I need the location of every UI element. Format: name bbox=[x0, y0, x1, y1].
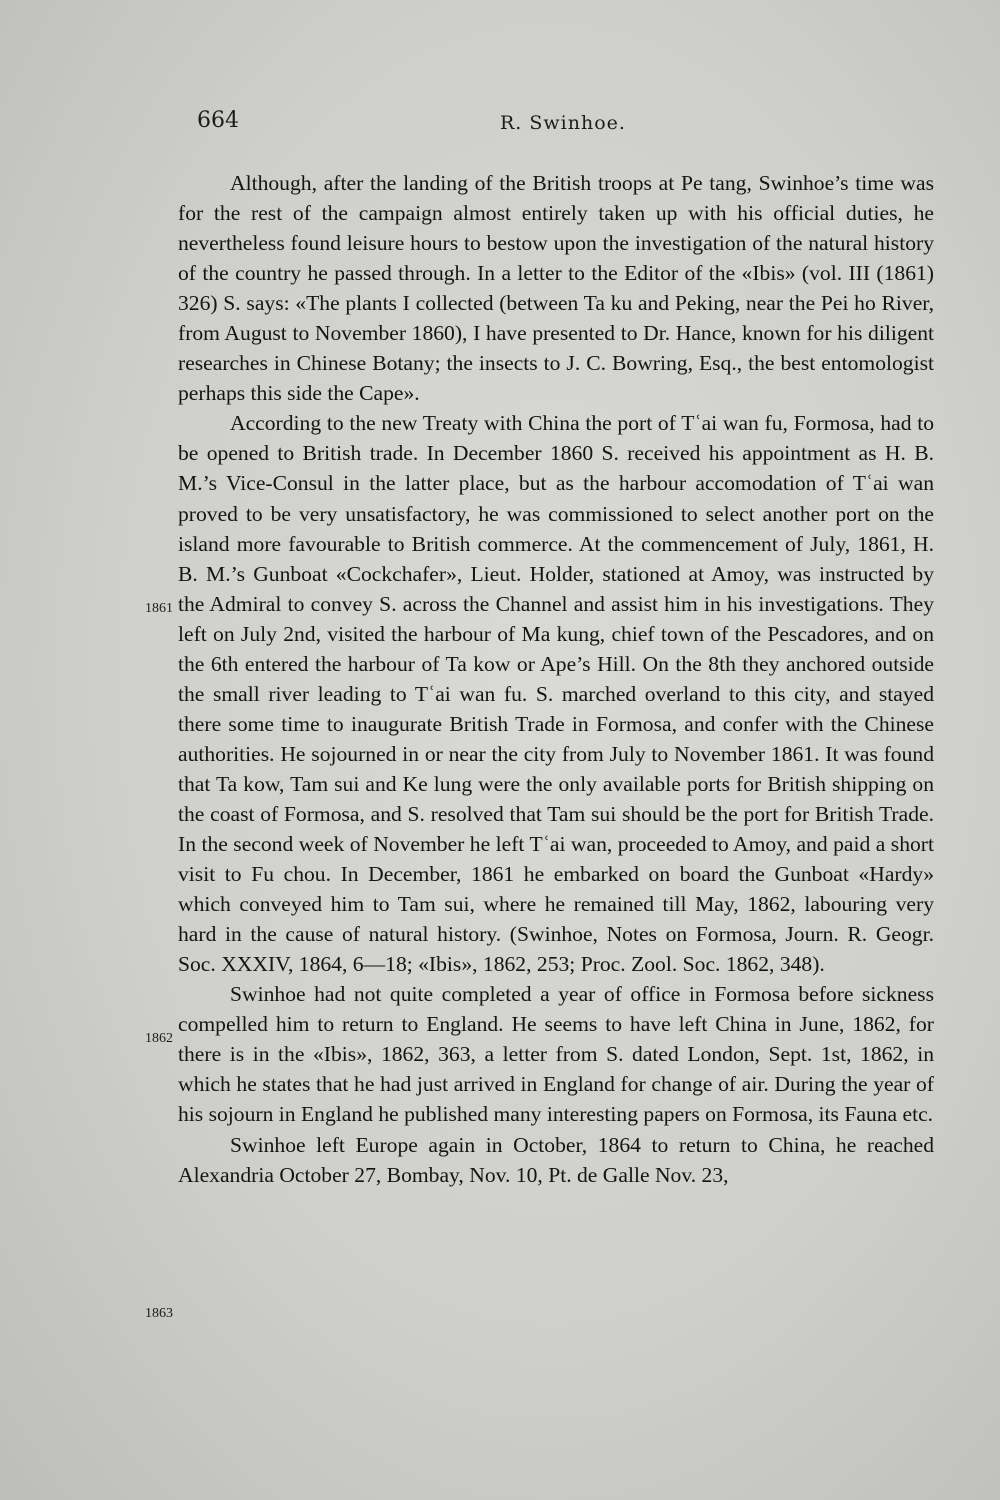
paragraph-2: According to the new Treaty with China the port of Tʿai wan fu, Formosa, had to be opened to British trade. In December 1860 S. received his appointment as H. B. M.’s Vice-Consul in the latter place, but as the harbour accomodation of Tʿai wan proved to be very unsatisfactory, he was commissioned to select another port on the island more favourable to British commerce. At the commencement of July, 1861, H. B. M.’s Gunboat «Cockchafer», Lieut. Holder, stationed at Amoy, was instructed by the Admiral to convey S. across the Channel and assist him in his investigations. They left on July 2nd, visited the harbour of Ma kung, chief town of the Pescadores, and on the 6th entered the harbour of Ta kow or Ape’s Hill. On the 8th they anchored outside the small river leading to Tʿai wan fu. S. marched overland to this city, and stayed there some time to inaugurate British Trade in Formosa, and confer with the Chinese authorities. He sojourned in or near the city from July to November 1861. It was found that Ta kow, Tam sui and Ke lung were the only available ports for British shipping on the coast of Formosa, and S. resolved that Tam sui should be the port for British Trade. In the second week of November he left Tʿai wan, proceeded to Amoy, and paid a short visit to Fu chou. In December, 1861 he embarked on board the Gunboat «Hardy» which conveyed him to Tam sui, where he remained till May, 1862, labouring very hard in the cause of natural history. (Swinhoe, Notes on Formosa, Journ. R. Geogr. Soc. XXXIV, 1864, 6—18; «Ibis», 1862, 253; Proc. Zool. Soc. 1862, 348). bbox=[178, 411, 934, 977]
margin-year-1863: 1863 bbox=[145, 1306, 173, 1321]
running-head: R. Swinhoe. bbox=[500, 112, 626, 134]
body-text bbox=[178, 168, 934, 1190]
margin-year-1861: 1861 bbox=[145, 601, 173, 616]
page-number: 664 bbox=[197, 108, 239, 133]
paragraph-3: Swinhoe had not quite completed a year of office in Formosa before sickness compelled him to return to England. He seems to have left China in June, 1862, for there is in the «Ibis», 1862, 363, a letter from S. dated London, Sept. 1st, 1862, in which he states that he had just arrived in England for change of air. During the year of his sojourn in England he published many interesting papers on Formosa, its Fauna etc. bbox=[178, 982, 934, 1127]
paragraph-1: Although, after the landing of the British troops at Pe tang, Swinhoe’s time was for the rest of the campaign almost entirely taken up with his official duties, he nevertheless found leisure hours to bestow upon the investigation of the natural history of the country he passed through. In a letter to the Editor of the «Ibis» (vol. III (1861) 326) S. says: «The plants I collected (between Ta ku and Peking, near the Pei ho River, from August to November 1860), I have presented to Dr. Hance, known for his diligent researches in Chinese Botany; the insects to J. C. Bowring, Esq., the best entomologist perhaps this side the Cape». bbox=[178, 171, 934, 406]
paragraph-4: Swinhoe left Europe again in October, 1864 to return to China, he reached Alexandria October 27, Bombay, Nov. 10, Pt. de Galle Nov. 23, bbox=[178, 1132, 934, 1187]
margin-year-1862: 1862 bbox=[145, 1031, 173, 1046]
